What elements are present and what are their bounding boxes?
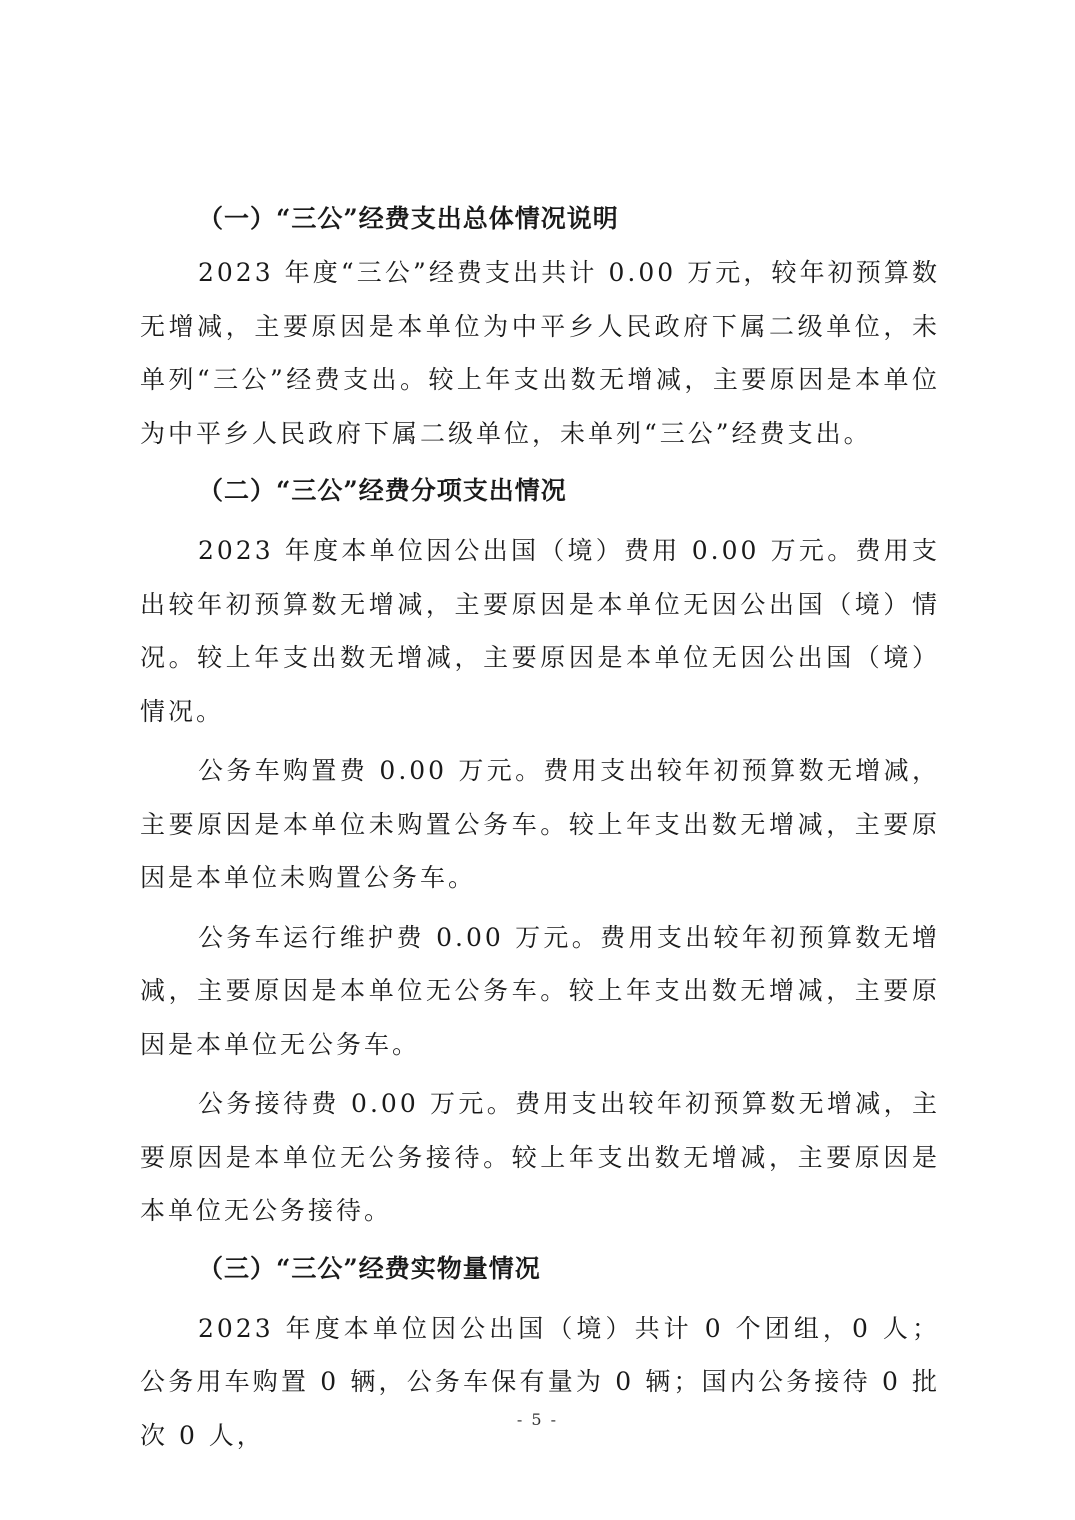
paragraph: 2023 年度本单位因公出国（境）共计 0 个团组，0 人；公务用车购置 0 辆，公务车保有量为 0 辆；国内公务接待 0 批次 0 人， — [140, 1313, 940, 1450]
paragraph: 公务车运行维护费 0.00 万元。费用支出较年初预算数无增减，主要原因是本单位无公务车。较上年支出数无增减，主要原因是本单位无公务车。 — [140, 922, 940, 1059]
section-heading: （二）“三公”经费分项支出情况 — [198, 476, 567, 505]
section-heading: （三）“三公”经费实物量情况 — [198, 1253, 541, 1283]
page-number: - 5 - — [516, 1410, 559, 1429]
document-body — [140, 192, 940, 1462]
section-overall — [140, 192, 940, 460]
section-heading: （一）“三公”经费支出总体情况说明 — [198, 204, 619, 233]
paragraph: 公务车购置费 0.00 万元。费用支出较年初预算数无增减，主要原因是本单位未购置公务车。较上年支出数无增减，主要原因是本单位未购置公务车。 — [140, 756, 940, 892]
paragraph: 公务接待费 0.00 万元。费用支出较年初预算数无增减，主要原因是本单位无公务接待。较上年支出数无增减，主要原因是本单位无公务接待。 — [140, 1089, 940, 1225]
section-itemized — [140, 464, 940, 1238]
paragraph: 2023 年度本单位因公出国（境）费用 0.00 万元。费用支出较年初预算数无增减，主要原因是本单位无因公出国（境）情况。较上年支出数无增减，主要原因是本单位无因公出国（境）情况。 — [140, 536, 940, 726]
paragraph: 2023 年度“三公”经费支出共计 0.00 万元，较年初预算数无增减，主要原因是本单位为中平乡人民政府下属二级单位，未单列“三公”经费支出。较上年支出数无增减，主要原因是本单位为中平乡人民政府下属二级单位，未单列“三公”经费支出。 — [140, 258, 940, 448]
